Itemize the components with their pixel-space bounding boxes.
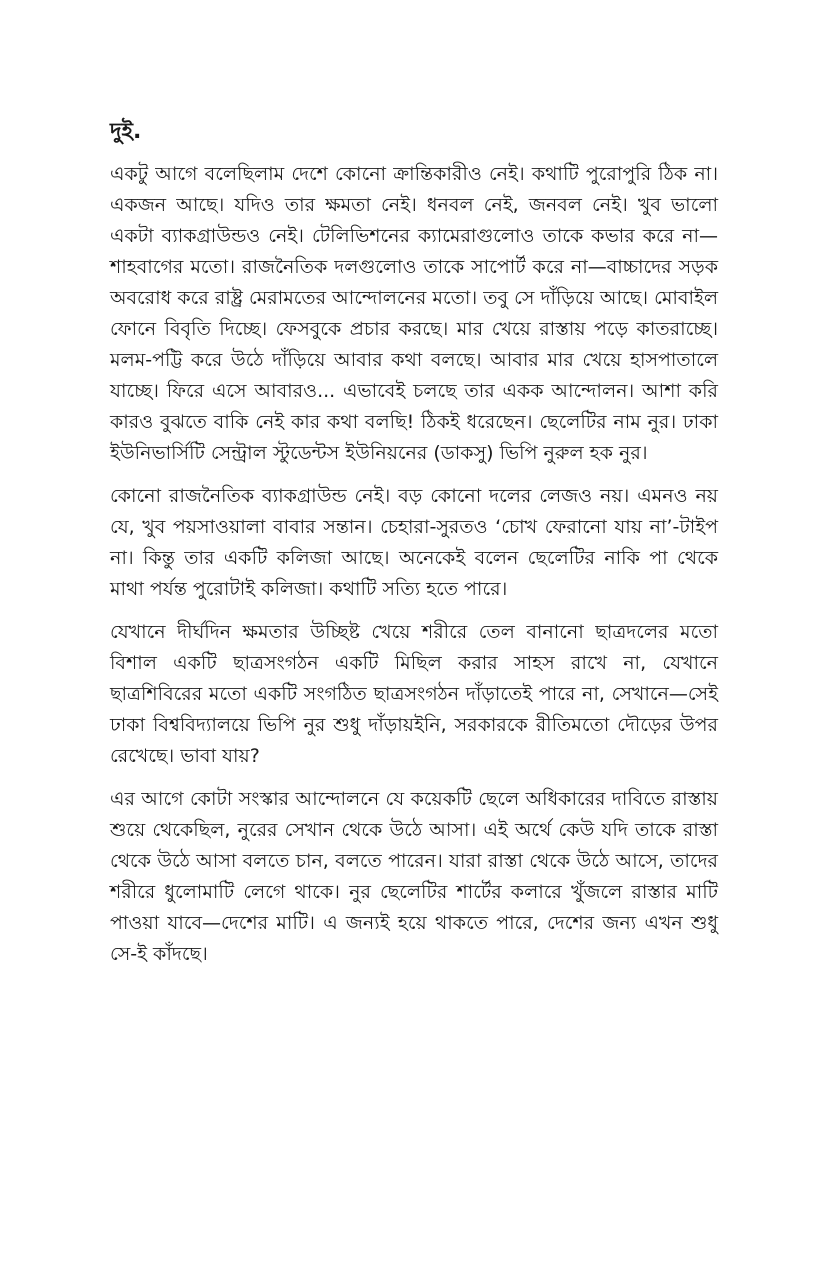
- paragraph-4: এর আগে কোটা সংস্কার আন্দোলনে যে কয়েকটি ছেলে অধিকারের দাবিতে রাস্তায় শুয়ে থেকেছিল, নুরের সেখান থেকে উঠে আসা। এই অর্থে কেউ যদি তাকে রাস্তা থেকে উঠে আসা বলতে চান, বলতে পারেন। যারা রাস্তা থেকে উঠে আসে, তাদের শরীরে ধুলোমাটি লেগে থাকে। নুর ছেলেটির শার্টের কলারে খুঁজলে রাস্তার মাটি পাওয়া যাবে—দেশের মাটি। এ জন্যই হয়ে থাকতে পারে, দেশের জন্য এখন শুধু সে-ই কাঁদছে।: [110, 787, 718, 965]
- paragraph-1: একটু আগে বলেছিলাম দেশে কোনো ক্রান্তিকারীও নেই। কথাটি পুরোপুরি ঠিক না। একজন আছে। যদিও তার ক্ষমতা নেই। ধনবল নেই, জনবল নেই। খুব ভালো একটা ব্যাকগ্রাউন্ডও নেই। টেলিভিশনের ক্যামেরাগুলোও তাকে কভার করে না—শাহবাগের মতো। রাজনৈতিক দলগুলোও তাকে সাপোর্ট করে না—বাচ্চাদের সড়ক অবরোধ করে রাষ্ট্র মেরামতের আন্দোলনের মতো। তবু সে দাঁড়িয়ে আছে। মোবাইল ফোনে বিবৃতি দিচ্ছে। ফেসবুকে প্রচার করছে। মার খেয়ে রাস্তায় পড়ে কাতরাচ্ছে। মলম-পট্টি করে উঠে দাঁড়িয়ে আবার কথা বলছে। আবার মার খেয়ে হাসপাতালে যাচ্ছে। ফিরে এসে আবারও... এভাবেই চলছে তার একক আন্দোলন। আশা করি কারও বুঝতে বাকি নেই কার কথা বলছি! ঠিকই ধরেছেন। ছেলেটির নাম নুর। ঢাকা ইউনিভার্সিটি সেন্ট্রাল স্টুডেন্টস ইউনিয়নের (ডাকসু) ভিপি নুরুল হক নুর।: [110, 162, 718, 464]
- paragraph-3: যেখানে দীর্ঘদিন ক্ষমতার উচ্ছিষ্ট খেয়ে শরীরে তেল বানানো ছাত্রদলের মতো বিশাল একটি ছাত্রসংগঠন একটি মিছিল করার সাহস রাখে না, যেখানে ছাত্রশিবিরের মতো একটি সংগঠিত ছাত্রসংগঠন দাঁড়াতেই পারে না, সেখানে—সেই ঢাকা বিশ্ববিদ্যালয়ে ভিপি নুর শুধু দাঁড়ায়ইনি, সরকারকে রীতিমতো দৌড়ের উপর রেখেছে। ভাবা যায়?: [110, 620, 718, 767]
- page-content: [110, 118, 718, 982]
- section-heading: দুই.: [110, 119, 142, 144]
- paragraph-2: কোনো রাজনৈতিক ব্যাকগ্রাউন্ড নেই। বড় কোনো দলের লেজও নয়। এমনও নয় যে, খুব পয়সাওয়ালা বাবার সন্তান। চেহারা-সুরতও ‘চোখ ফেরানো যায় না’-টাইপ না। কিন্তু তার একটি কলিজা আছে। অনেকেই বলেন ছেলেটির নাকি পা থেকে মাথা পর্যন্ত পুরোটাই কলিজা। কথাটি সত্যি হতে পারে।: [110, 484, 718, 600]
